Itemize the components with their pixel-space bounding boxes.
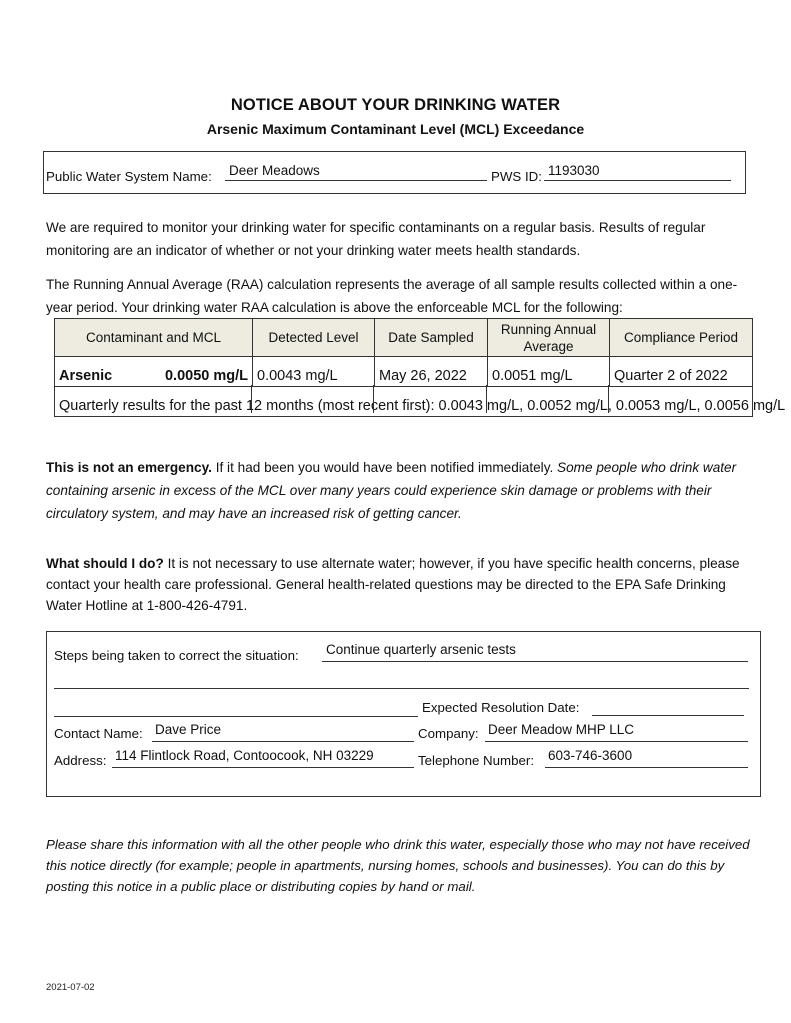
header-detected-level: Detected Level (253, 319, 375, 357)
contaminant-name: Arsenic (59, 368, 113, 384)
page-subtitle: Arsenic Maximum Contaminant Level (MCL) Exceedance (206, 121, 585, 137)
divider (373, 385, 374, 413)
emergency-text: If it had been you would have been notified immediately. (211, 460, 558, 475)
contact-name-label: Contact Name: (54, 726, 143, 741)
company-label: Company: (418, 726, 479, 741)
table-row (55, 357, 753, 387)
table-header-row (55, 319, 753, 357)
contact-name-value: Dave Price (155, 722, 222, 737)
corrective-steps-box (46, 631, 761, 797)
header-running-annual-average: Running Annual Average (488, 319, 610, 357)
header-contaminant: Contaminant and MCL (55, 319, 253, 357)
address-label: Address: (54, 753, 107, 768)
telephone-label: Telephone Number: (418, 753, 535, 768)
cell-compliance-period: Quarter 2 of 2022 (610, 357, 753, 387)
intro-paragraph-raa: The Running Annual Average (RAA) calculation represents the average of all sample results collected within a one-year period. Your drinking water RAA calculation is above the enforceable MCL for the following: (46, 277, 738, 315)
quarterly-results-row (55, 387, 753, 417)
pws-id-value: 1193030 (548, 163, 600, 178)
what-to-do-text: It is not necessary to use alternate water; however, if you have specific health concerns, please contact your health care professional. General health-related questions may be directed to the EPA Safe Drinking Water Hotline at 1-800-426-4791. (46, 556, 740, 613)
intro-paragraph-monitoring: We are required to monitor your drinking water for specific contaminants on a regular basis. Results of regular monitoring are an indicator of whether or not your drinking water meets health standards. (46, 220, 706, 258)
resolution-date-field[interactable] (592, 699, 744, 716)
cell-date-sampled: May 26, 2022 (375, 357, 488, 387)
what-to-do-bold: What should I do? (46, 556, 164, 571)
cell-contaminant (55, 357, 253, 387)
quarterly-results-text: Quarterly results for the past 12 months (most recent first): 0.0043 mg/L, 0.0052 mg/L, 0.0053 mg/L, 0.0056 mg/L (55, 387, 753, 417)
cell-running-annual-average: 0.0051 mg/L (488, 357, 610, 387)
pws-name-value: Deer Meadows (229, 163, 320, 178)
what-to-do-paragraph (46, 553, 751, 616)
resolution-date-label: Expected Resolution Date: (422, 700, 580, 715)
header-date-sampled: Date Sampled (375, 319, 488, 357)
emergency-bold: This is not an emergency. (46, 460, 212, 475)
emergency-italic: Some people who drink water containing arsenic in excess of the MCL over many years could experience skin damage or problems with their circulatory system, and may have an increased risk of getting cancer. (46, 460, 737, 521)
divider (608, 385, 609, 413)
steps-value: Continue quarterly arsenic tests (326, 642, 516, 657)
header-compliance-period: Compliance Period (610, 319, 753, 357)
company-value: Deer Meadow MHP LLC (488, 722, 635, 737)
share-notice-paragraph: Please share this information with all the other people who drink this water, especially those who may not have received this notice directly (for example; people in apartments, nursing homes, schools and businesses). You can do this by posting this notice in a public place or distributing copies by hand or mail. (46, 837, 750, 894)
address-value: 114 Flintlock Road, Contoocook, NH 03229 (115, 748, 374, 763)
pws-id-label: PWS ID: (491, 169, 542, 184)
divider (486, 385, 487, 413)
form-revision-date: 2021-07-02 (46, 982, 95, 993)
steps-label: Steps being taken to correct the situation: (54, 648, 299, 663)
pws-info-box (43, 151, 746, 194)
page-title: NOTICE ABOUT YOUR DRINKING WATER (230, 96, 561, 114)
contaminant-mcl: 0.0050 mg/L (164, 368, 248, 384)
steps-field-line-2[interactable] (54, 672, 749, 689)
results-table (54, 318, 786, 417)
telephone-value: 603-746-3600 (548, 748, 633, 763)
steps-field-line-3[interactable] (54, 700, 418, 717)
cell-detected-level: 0.0043 mg/L (253, 357, 375, 387)
divider (251, 385, 252, 413)
emergency-paragraph (46, 456, 751, 525)
pws-name-label: Public Water System Name: (46, 169, 212, 184)
